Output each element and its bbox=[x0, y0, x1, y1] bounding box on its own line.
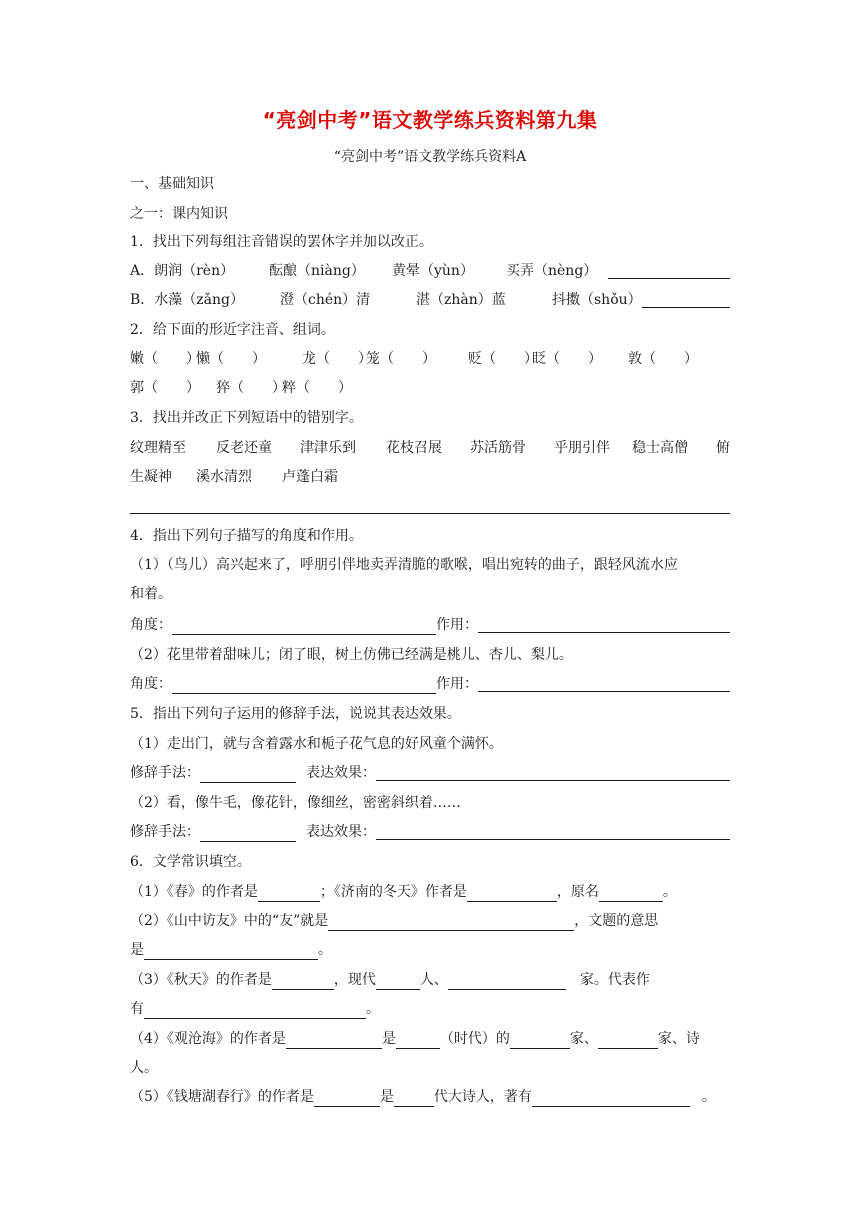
phrase-item: 稳士高僧 bbox=[632, 440, 688, 456]
device-label: 修辞手法： bbox=[130, 765, 200, 781]
question-1-stem: 1．找出下列每组注音错误的罢休字并加以改正。 bbox=[130, 234, 433, 250]
fill-text: 人。 bbox=[130, 1060, 158, 1076]
expression-blank[interactable] bbox=[376, 765, 730, 781]
fill-blank[interactable] bbox=[328, 915, 574, 931]
angle-label: 角度： bbox=[130, 676, 172, 692]
question-1-row-a bbox=[130, 261, 730, 281]
fill-text: （2）《山中访友》中的“友”就是 bbox=[130, 913, 329, 929]
question-2-row-1 bbox=[130, 349, 730, 369]
phrase-item: 反老还童 bbox=[216, 440, 272, 456]
answer-row bbox=[130, 822, 730, 842]
sentence-text: （1）走出门，就与含着露水和栀子花气息的好风童个满怀。 bbox=[130, 736, 503, 752]
question-4-stem: 4．指出下列句子描写的角度和作用。 bbox=[130, 528, 363, 544]
section-heading: 一、基础知识 bbox=[130, 176, 214, 192]
char-item: 懒（ ） bbox=[196, 351, 266, 367]
question-3-row-1 bbox=[130, 438, 730, 458]
fill-text: 是 bbox=[381, 1031, 396, 1047]
fill-line bbox=[130, 882, 730, 902]
fill-text: 家、诗 bbox=[657, 1031, 700, 1047]
answer-row bbox=[130, 763, 730, 783]
phrase-item: 苏活筋骨 bbox=[470, 440, 526, 456]
answer-row bbox=[130, 615, 730, 635]
phrase-item: 津津乐到 bbox=[300, 440, 356, 456]
fill-line bbox=[130, 911, 730, 931]
fill-blank[interactable] bbox=[376, 974, 420, 990]
fill-line bbox=[130, 940, 730, 960]
fill-blank[interactable] bbox=[314, 1091, 380, 1107]
question-2-stem: 2．给下面的形近字注音、组词。 bbox=[130, 322, 335, 338]
question-6-stem: 6．文学常识填空。 bbox=[130, 854, 251, 870]
fill-line bbox=[130, 999, 730, 1019]
fill-blank[interactable] bbox=[598, 1033, 658, 1049]
option-item: B．水藻（zǎng） bbox=[130, 292, 244, 308]
answer-blank[interactable] bbox=[642, 292, 730, 308]
sentence-text: （1）（鸟儿）高兴起来了，呼朋引伴地卖弄清脆的歌喉，唱出宛转的曲子，跟轻风流水应 bbox=[130, 557, 678, 573]
fill-line bbox=[130, 970, 730, 990]
fill-text: 代大诗人，著有 bbox=[433, 1089, 532, 1105]
expression-blank[interactable] bbox=[376, 824, 730, 840]
fill-blank[interactable] bbox=[258, 886, 320, 902]
option-item: 抖擞（shǒu） bbox=[552, 292, 642, 308]
fill-text: ，原名 bbox=[556, 884, 599, 900]
fill-text: ；《济南的冬天》作者是 bbox=[319, 884, 467, 900]
fill-text: 。 bbox=[318, 942, 332, 958]
answer-blank[interactable] bbox=[608, 263, 730, 279]
fill-text: 。 bbox=[662, 884, 677, 900]
fill-text: （4）《观沧海》的作者是 bbox=[130, 1031, 286, 1047]
fill-blank[interactable] bbox=[396, 1033, 440, 1049]
part-heading: 之一：课内知识 bbox=[130, 206, 228, 222]
fill-text: 家、 bbox=[569, 1031, 598, 1047]
char-item: 笼（ ） bbox=[366, 351, 436, 367]
phrase-item: 卢蓬白霜 bbox=[282, 469, 338, 485]
effect-label: 作用： bbox=[436, 617, 478, 633]
sentence-text: （2）花里带着甜味儿；闭了眼，树上仿佛已经满是桃儿、杏儿、梨儿。 bbox=[130, 647, 573, 663]
device-blank[interactable] bbox=[200, 767, 296, 783]
char-item: 粹（ ） bbox=[282, 380, 352, 396]
effect-blank[interactable] bbox=[478, 676, 730, 692]
document-title: “亮剑中考”语文教学练兵资料第九集 bbox=[262, 108, 598, 132]
char-item: 猝（ ） bbox=[216, 380, 286, 396]
fill-blank[interactable] bbox=[286, 1033, 382, 1049]
char-item: 龙（ ） bbox=[302, 351, 372, 367]
fill-text: ，现代 bbox=[333, 972, 376, 988]
option-item: 买弄（nèng） bbox=[506, 263, 598, 279]
phrase-item: 花枝召展 bbox=[386, 440, 442, 456]
char-item: 眨（ ） bbox=[532, 351, 602, 367]
fill-text: ，文题的意思 bbox=[574, 913, 659, 929]
fill-text: 。 bbox=[366, 1001, 380, 1017]
option-item: 澄（chén）清 bbox=[280, 292, 371, 308]
question-3-stem: 3．找出并改正下列短语中的错别字。 bbox=[130, 410, 363, 426]
phrase-item: 俯 bbox=[716, 440, 730, 456]
phrase-item: 乎朋引伴 bbox=[554, 440, 610, 456]
char-item: 贬（ ） bbox=[468, 351, 538, 367]
effect-blank[interactable] bbox=[478, 617, 730, 633]
question-5-stem: 5．指出下列句子运用的修辞手法，说说其表达效果。 bbox=[130, 706, 461, 722]
fill-blank[interactable] bbox=[510, 1033, 570, 1049]
fill-text: 。 bbox=[701, 1089, 716, 1105]
answer-row bbox=[130, 674, 730, 694]
answer-line[interactable] bbox=[130, 513, 730, 514]
fill-line bbox=[130, 1087, 730, 1107]
phrase-item: 溪水清烈 bbox=[196, 469, 252, 485]
char-item: 敦（ ） bbox=[628, 351, 698, 367]
fill-blank[interactable] bbox=[448, 974, 566, 990]
fill-line bbox=[130, 1029, 730, 1049]
expression-label: 表达效果： bbox=[306, 824, 376, 840]
phrase-item: 生凝神 bbox=[130, 469, 172, 485]
fill-text: （3）《秋天》的作者是 bbox=[130, 972, 272, 988]
fill-text: 是 bbox=[379, 1089, 394, 1105]
fill-blank[interactable] bbox=[467, 886, 557, 902]
phrase-item: 纹理精至 bbox=[130, 440, 186, 456]
expression-label: 表达效果： bbox=[306, 765, 376, 781]
fill-text: （1）《春》的作者是 bbox=[130, 884, 258, 900]
document-subtitle: “亮剑中考”语文教学练兵资料A bbox=[333, 149, 527, 165]
fill-text: 有 bbox=[130, 1001, 144, 1017]
fill-text: 人、 bbox=[419, 972, 448, 988]
option-item: 黄晕（yùn） bbox=[392, 263, 474, 279]
device-label: 修辞手法： bbox=[130, 824, 200, 840]
fill-text: 是 bbox=[130, 942, 144, 958]
effect-label: 作用： bbox=[436, 676, 478, 692]
fill-text: 家。代表作 bbox=[579, 972, 650, 988]
fill-blank[interactable] bbox=[394, 1091, 434, 1107]
fill-text: （5）《钱塘湖春行》的作者是 bbox=[130, 1089, 314, 1105]
sentence-text: 和着。 bbox=[130, 586, 172, 602]
device-blank[interactable] bbox=[200, 826, 296, 842]
question-2-row-2 bbox=[130, 378, 730, 398]
fill-blank[interactable] bbox=[144, 944, 318, 960]
fill-text: （时代）的 bbox=[439, 1031, 510, 1047]
angle-blank[interactable] bbox=[172, 619, 436, 635]
question-3-row-2 bbox=[130, 467, 730, 487]
option-item: 湛（zhàn）蓝 bbox=[416, 292, 506, 308]
angle-blank[interactable] bbox=[172, 678, 436, 694]
char-item: 郭（ ） bbox=[130, 380, 200, 396]
fill-blank[interactable] bbox=[272, 974, 334, 990]
char-item: 嫩（ ） bbox=[130, 351, 200, 367]
question-1-row-b bbox=[130, 290, 730, 310]
sentence-text: （2）看，像牛毛，像花针，像细丝，密密斜织着…… bbox=[130, 795, 461, 811]
angle-label: 角度： bbox=[130, 617, 172, 633]
fill-blank[interactable] bbox=[144, 1003, 366, 1019]
fill-blank[interactable] bbox=[532, 1091, 690, 1107]
option-item: A．朗润（rèn） bbox=[130, 263, 235, 279]
option-item: 酝酿（niàng） bbox=[269, 263, 365, 279]
fill-blank[interactable] bbox=[599, 886, 663, 902]
